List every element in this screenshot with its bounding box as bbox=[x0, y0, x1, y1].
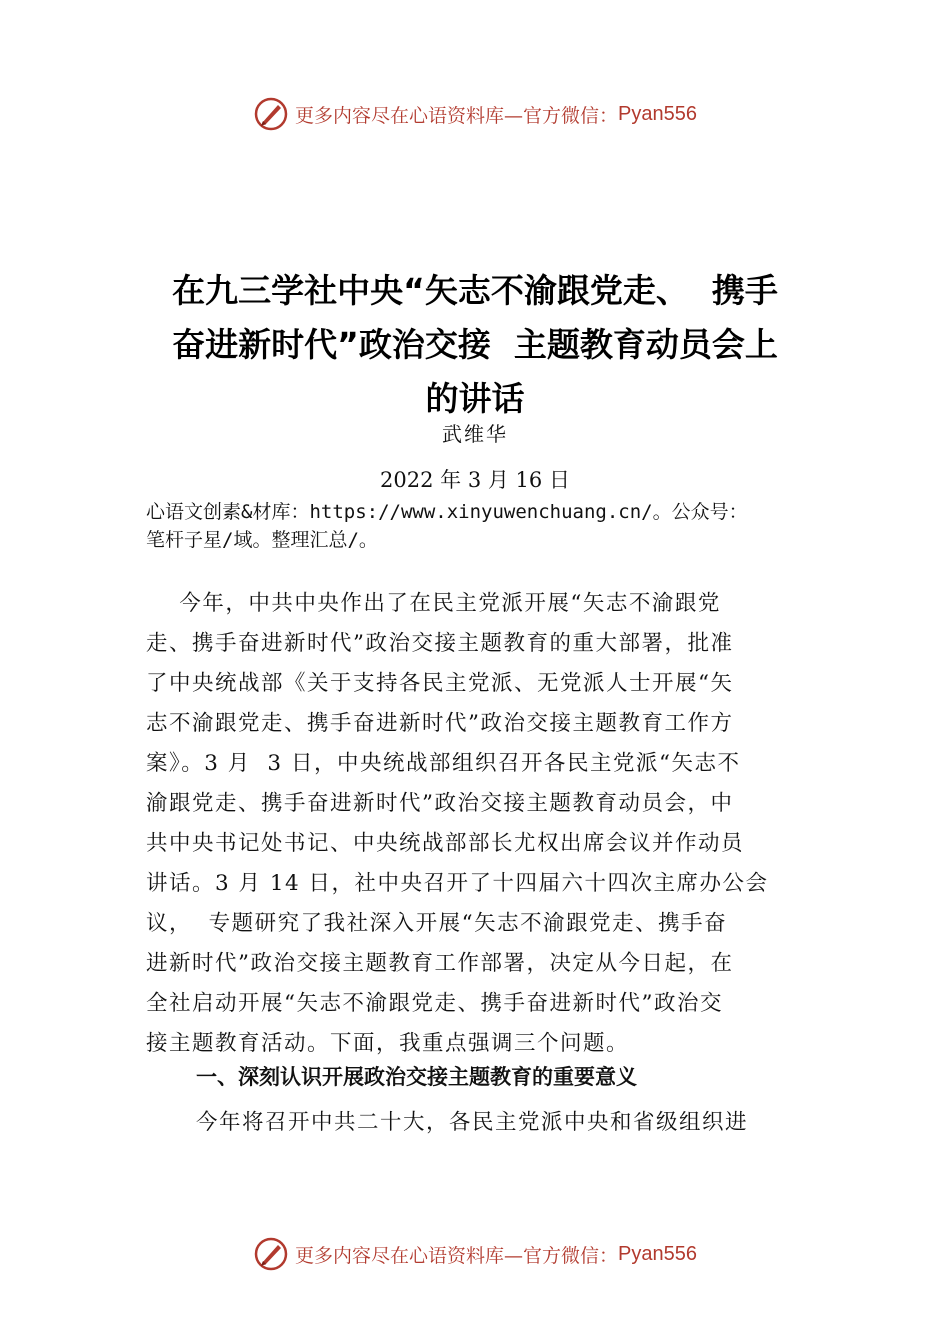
paragraph-line: 了中央统战部《关于支持各民主党派、无党派人士开展“矢 bbox=[146, 671, 734, 696]
header-watermark-banner bbox=[0, 94, 950, 134]
section-heading: 一、深刻认识开展政治交接主题教育的重要意义 bbox=[196, 1065, 637, 1089]
paragraph-line: 全社启动开展“矢志不渝跟党走、携手奋进新时代”政治交 bbox=[146, 991, 723, 1016]
paragraph-line: 进新时代”政治交接主题教育工作部署，决定从今日起，在 bbox=[146, 951, 734, 976]
footer-watermark-banner bbox=[0, 1234, 950, 1274]
date: 2022 年 3 月 16 日 bbox=[380, 468, 570, 492]
pen-logo-icon bbox=[253, 1236, 289, 1272]
body-paragraph bbox=[146, 584, 816, 1064]
paragraph-line: 案》。3 月 3 日，中央统战部组织召开各民主党派“矢志不 bbox=[146, 751, 741, 776]
wechat-id: Pyan556 bbox=[618, 102, 697, 125]
paragraph-line: 议， 专题研究了我社深入开展“矢志不渝跟党走、携手奋 bbox=[146, 911, 728, 936]
paragraph-line: 接主题教育活动。下面，我重点强调三个问题。 bbox=[146, 1031, 630, 1056]
source-line: 心语文创素&材库：https://www.xinyuwenchuang.cn/。公众号： bbox=[146, 501, 748, 523]
source-line: 笔杆子星/域。整理汇总/。 bbox=[146, 529, 378, 551]
wechat-id: Pyan556 bbox=[618, 1242, 697, 1265]
title-line: 的讲话 bbox=[425, 379, 525, 418]
paragraph-line: 渝跟党走、携手奋进新时代”政治交接主题教育动员会，中 bbox=[146, 791, 734, 816]
body-paragraph-start: 今年将召开中共二十大，各民主党派中央和省级组织进 bbox=[196, 1110, 749, 1135]
banner-text: 更多内容尽在心语资料库—官方微信： bbox=[295, 1244, 619, 1267]
pen-logo-icon bbox=[253, 96, 289, 132]
author: 武维华 bbox=[442, 422, 508, 446]
paragraph-line: 讲话。3 月 14 日，社中央召开了十四届六十四次主席办公会 bbox=[146, 871, 769, 896]
banner-text: 更多内容尽在心语资料库—官方微信： bbox=[295, 104, 619, 127]
title-line: 在九三学社中央“矢志不渝跟党走、 携手 bbox=[172, 271, 778, 310]
paragraph-line: 今年，中共中央作出了在民主党派开展“矢志不渝跟党 bbox=[146, 591, 721, 616]
paragraph-line: 共中央书记处书记、中央统战部部长尤权出席会议并作动员 bbox=[146, 831, 745, 856]
source-note bbox=[146, 498, 866, 554]
paragraph-line: 志不渝跟党走、携手奋进新时代”政治交接主题教育工作方 bbox=[146, 711, 734, 736]
paragraph-line: 走、携手奋进新时代”政治交接主题教育的重大部署，批准 bbox=[146, 631, 734, 656]
title-line: 奋进新时代”政治交接 主题教育动员会上 bbox=[172, 325, 778, 364]
document-title bbox=[120, 264, 830, 426]
